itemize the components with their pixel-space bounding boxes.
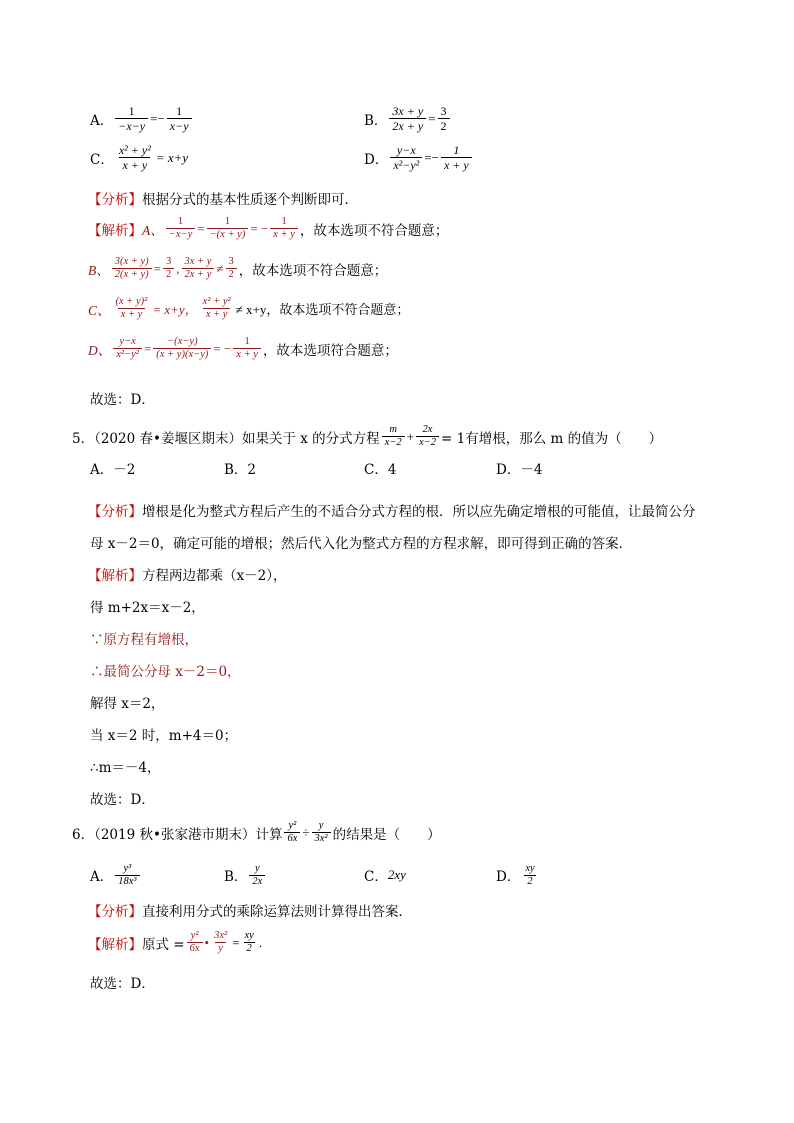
q5-step-5: 解得 x＝2， — [90, 696, 165, 712]
q4-solution-tag: 【解析】 — [88, 222, 142, 239]
q4-option-c-label: C． — [90, 151, 114, 168]
q6-option-d: D． $\frac{xy}{2}$ — [496, 862, 535, 887]
q4-option-b-frac1: $\frac{3x + y}{2x + y}$ — [389, 104, 426, 133]
q5-stem-start: 5．（2020 春•姜堰区期末）如果关于 x 的分式方程 — [72, 430, 380, 447]
q6-stem: 6．（2019 秋•张家港市期末）计算 $\frac{\text{y²}}{6x}$ ÷ $\frac{y}{\text{3x²}}$ 的结果是（ ） — [72, 820, 441, 844]
q6-option-c: C． 2xy — [364, 867, 406, 885]
q4-option-a-frac2: $\frac{1}{x-y}$ — [167, 104, 192, 133]
q4-option-d-label: D． — [364, 151, 389, 168]
q4-solution-d: D、 $\frac{y-x}{\text{x²−y²}}$ = $\frac{-(x-y)}{(x + y)(x-y)}$ = − $\frac{1}{x + y}$ ，故本选项符合题意； — [88, 336, 398, 360]
q4-analysis-tag: 【分析】 — [88, 192, 142, 208]
q5-step-7: ∴m＝－4， — [90, 760, 161, 776]
q5-step-4: ∴最简公分母 x－2＝0， — [90, 664, 241, 680]
q4-option-b-frac2: $\frac{3}{2}$ — [438, 104, 450, 133]
q5-stem-end: = 1有增根，那么 m 的值为（ ） — [441, 430, 663, 447]
q4-analysis-text: 根据分式的基本性质逐个判断即可． — [142, 192, 358, 208]
q5-option-c: C．4 — [364, 462, 397, 478]
q4-solution-c: C、 $\frac{\text{(x + y)²}}{x + y}$ = x+y， $\frac{\text{x² + y²}}{x + y}$ ≠ x+y，故本选项不符合题意； — [88, 296, 410, 320]
q4-option-d: D． $\frac{y-x}{\text{x²−y²}}$ =− $\frac{1}{x + y}$ — [364, 143, 474, 172]
q4-option-a-frac1: $\frac{1}{-x-y}$ — [115, 104, 148, 133]
q4-option-c-frac: $\frac{\text{x² + y²}}{x + y}$ — [118, 143, 151, 172]
q5-step-2: 得 m+2x＝x－2， — [90, 600, 205, 616]
q5-answer: 故选：D． — [90, 792, 155, 808]
q4-solution-b: B、 $\frac{3(x + y)}{2(x + y)}$ = $\frac{3}{2}$ , $\frac{3x + y}{2x + y}$ ≠ $\frac{3}{2}$ ，故本选项不符合题意； — [88, 256, 388, 280]
q6-stem-start: 6．（2019 秋•张家港市期末）计算 — [72, 826, 283, 843]
q4-answer: 故选：D． — [90, 392, 155, 408]
q6-analysis: 【分析】 直接利用分式的乘除运算法则计算得出答案． — [88, 904, 412, 920]
q6-solution: 【解析】 原式 = $\frac{\text{y²}}{6x}$ • $\frac{\text{3x²}}{y}$ = $\frac{xy}{2}$ . — [88, 930, 263, 954]
q4-analysis — [88, 188, 358, 208]
q6-option-a: A． $\frac{\text{y³}}{\text{18x³}}$ — [90, 863, 142, 888]
q6-option-b: B． $\frac{y}{2x}$ — [224, 863, 267, 888]
q4-option-d-frac1: $\frac{y-x}{\text{x²−y²}}$ — [390, 143, 422, 172]
q6-answer: 故选：D． — [90, 976, 155, 992]
q5-step-6: 当 x＝2 时，m+4＝0； — [90, 728, 238, 744]
q5-stem: 5．（2020 春•姜堰区期末）如果关于 x 的分式方程 $\frac{m}{x-2}$ + $\frac{2x}{x-2}$ = 1有增根，那么 m 的值为（ ） — [72, 424, 663, 448]
q4-option-a-label: A． — [90, 112, 114, 129]
q4-option-a: A． $\frac{1}{-x-y}$ =− $\frac{1}{x-y}$ — [90, 104, 194, 133]
q5-solution-1: 【解析】 方程两边都乘（x－2）， — [88, 568, 287, 584]
q4-solution-a: 【解析】 A、 $\frac{1}{-x-y}$ = $\frac{1}{-(x + y)}$ = − $\frac{1}{x + y}$ ，故本选项不符合题意； — [88, 216, 449, 240]
q5-option-b: B．2 — [224, 462, 257, 478]
q5-step-3: ∵原方程有增根， — [90, 632, 198, 648]
q4-option-d-frac2: $\frac{1}{x + y}$ — [441, 143, 472, 172]
q6-stem-end: 的结果是（ ） — [332, 826, 441, 843]
q4-option-c: C． $\frac{\text{x² + y²}}{x + y}$ = x+y — [90, 143, 189, 172]
q5-analysis-1: 【分析】 增根是化为整式方程后产生的不适合分式方程的根．所以应先确定增根的可能值，让最简公分 — [88, 504, 696, 520]
q5-option-a: A．－2 — [90, 462, 136, 478]
q4-option-b-label: B． — [364, 112, 388, 129]
q5-option-d: D．－4 — [496, 462, 543, 478]
q6-options — [90, 858, 550, 892]
q4-option-b: B． $\frac{3x + y}{2x + y}$ = $\frac{3}{2}$ — [364, 104, 452, 133]
q5-analysis-2: 母 x－2＝0，确定可能的增根；然后代入化为整式方程的方程求解，即可得到正确的答案． — [90, 536, 633, 552]
